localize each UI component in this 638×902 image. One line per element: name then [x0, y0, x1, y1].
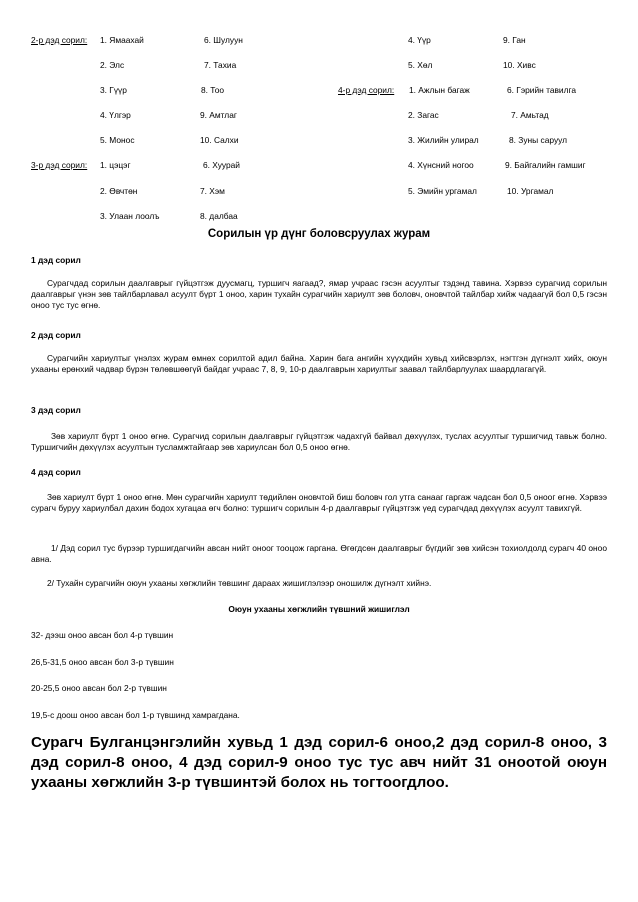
level-item: 20-25,5 оноо авсан бол 2-р түвшин: [31, 683, 167, 693]
list-item: 6. Гэрийн тавилга: [507, 85, 577, 95]
list-item: 10. Салхи: [200, 135, 239, 145]
list-item: 5. Хөл: [408, 60, 433, 70]
list-item: 2. Элс: [100, 60, 125, 70]
level-item: 19,5-с доош оноо авсан бол 1-р түвшинд хамрагдана.: [31, 710, 240, 720]
level-item: 26,5-31,5 оноо авсан бол 3-р түвшин: [31, 657, 174, 667]
list-item: 9. Байгалийн гамшиг: [505, 160, 586, 170]
list-item: 6. Хуурай: [203, 160, 240, 170]
list-item: 4. Үлгэр: [100, 110, 131, 120]
section-heading: 1 дэд сорил: [31, 255, 81, 265]
note-2: 2/ Тухайн сурагчийн оюун ухааны хөгжлийн төвшинг дараах жишиглэлээр оношилж дүгнэлт хийнэ.: [47, 578, 432, 588]
list-item: 9. Ган: [503, 35, 526, 45]
section-heading: 4 дэд сорил: [31, 467, 81, 477]
section-heading: 2 дэд сорил: [31, 330, 81, 340]
list-item: 4. Үүр: [408, 35, 431, 45]
list-item: 3. Улаан лоолъ: [100, 211, 160, 221]
list-item: 7. Хэм: [200, 186, 225, 196]
subtest-4-label: 4-р дэд сорил:: [338, 85, 395, 95]
list-item: 2. Өвчтөн: [100, 186, 138, 196]
list-item: 8. Тоо: [201, 85, 225, 95]
page-title: Сорилын үр дүнг боловсруулах журам: [207, 228, 431, 240]
conclusion: Сурагч Булганцэнгэлийн хувьд 1 дэд сорил-6 оноо,2 дэд сорил-8 оноо, 3 дэд сорил-8 оноо, 4 дэд сорил-9 оноо тус тус авч нийт 31 оноотой оюун ухааны хөгжлийн 3-р түвшинтэй болох нь тогтоогдлоо.: [31, 734, 607, 791]
list-item: 1. Ажлын багаж: [409, 85, 470, 95]
scale-title: Оюун ухааны хөгжлийн түвшний жишиглэл: [228, 604, 410, 614]
section-heading: 3 дэд сорил: [31, 405, 81, 415]
list-item: 7. Тахиа: [204, 60, 237, 70]
section-text: Зөв хариулт бүрт 1 оноо өгнө. Сурагчид сорилын даалгаврыг гүйцэтгэж чадахгүй байвал дөхүүлэх, туслах асуултыг туршигчид тавьж болно. Туршигчийн дөхүүлэх асуултын тусламжтайгаар зөв хариулсан бол 0,5 оноо өгнө.: [31, 431, 607, 452]
list-item: 1. цэцэг: [100, 160, 131, 170]
subtest-3-label: 3-р дэд сорил:: [31, 160, 88, 170]
list-item: 7. Амьтад: [511, 110, 549, 120]
list-item: 10. Ургамал: [507, 186, 554, 196]
list-item: 8. Зуны саруул: [509, 135, 568, 145]
list-item: 10. Хивс: [503, 60, 536, 70]
list-item: 2. Загас: [408, 110, 439, 120]
level-item: 32- дээш оноо авсан бол 4-р түвшин: [31, 630, 174, 640]
list-item: 6. Шулуун: [204, 35, 243, 45]
section-text: Сурагчийн хариултыг үнэлэх журам өмнөх сорилтой адил байна. Харин бага ангийн хүүхдийн хувьд хийсвэрлэх, нэгтгэн дүгнэлт хийх, оюун ухааны ерөнхий чадвар бүрэн төлөвшөөгүй байдаг учраас 7, 8, 9, 10-р даалгаврын хариултыг заавал тайлбарлуулах шаардлагагүй.: [31, 353, 607, 374]
section-text: Сурагчдад сорилын даалгаврыг гүйцэтгэж дуусмагц, туршигч яагаад?, ямар учраас гэсэн асуултыг тэдэнд тавина. Хэрвээ сурагчид сорилын даалгаврыг үнэн зөв тайлбарлавал асуулт бүрт 1 оноо, харин тухайн сурагчийн хариулт зөв боловч, оновчтой тайлбар хийж чадаагүй бол 0,5 гэсэн оноо тус тус өгнө.: [31, 278, 607, 310]
list-item: 9. Амтлаг: [200, 110, 237, 120]
subtest-2-label: 2-р дэд сорил:: [31, 35, 88, 45]
list-item: 5. Монос: [100, 135, 135, 145]
list-item: 8. далбаа: [200, 211, 238, 221]
list-item: 4. Хүнсний ногоо: [408, 160, 474, 170]
list-item: 1. Ямаахай: [100, 35, 144, 45]
list-item: 3. Жилийн улирал: [408, 135, 479, 145]
list-item: 3. Гүүр: [100, 85, 127, 95]
note-1: 1/ Дэд сорил тус бүрээр туршигдагчийн авсан нийт оноог тооцож гаргана. Өгөгдсөн даалгаврыг бүгдийг зөв хийсэн тохиолдолд сурагч 40 оноо авна.: [31, 543, 607, 564]
list-item: 5. Эмийн ургамал: [408, 186, 477, 196]
section-text: Зөв хариулт бүрт 1 оноо өгнө. Мөн сурагчийн хариулт төдийлөн оновчтой биш боловч гол утга санааг гаргаж чадсан бол 0,5 оноог өгнө. Хэрвээ сурагч буруу хариулбал дахин бодох хугацаа өгч болно: туршигч сорилын 4-р даалгаврыг гүйцэтгэж үед сурагчдад дөхүүлэх асуулт тавихгүй.: [31, 492, 607, 513]
